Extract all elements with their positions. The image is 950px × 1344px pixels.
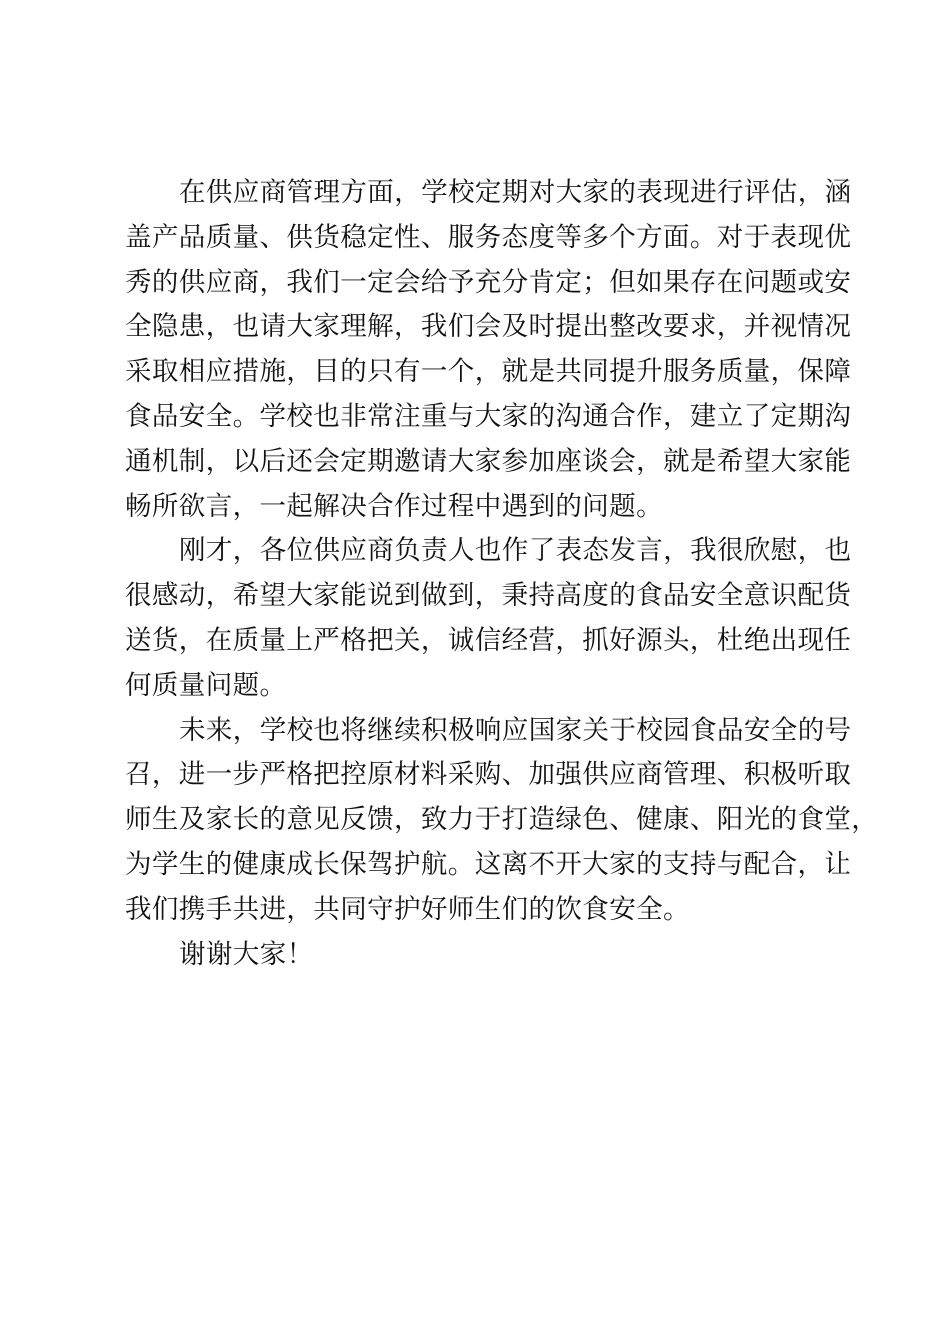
text-line: 何质量问题。	[125, 669, 287, 701]
speech-text-body	[125, 171, 879, 977]
text-line: 送货，在质量上严格把关，诚信经营，抓好源头，杜绝出现任	[125, 624, 852, 656]
text-line: 为学生的健康成长保驾护航。这离不开大家的支持与配合，让	[125, 848, 852, 880]
paragraph-closing-thanks	[125, 933, 835, 978]
text-line: 食品安全。学校也非常注重与大家的沟通合作，建立了定期沟	[125, 400, 852, 432]
text-line: 秀的供应商，我们一定会给予充分肯定；但如果存在问题或安	[125, 266, 852, 298]
text-line: 刚才，各位供应商负责人也作了表态发言，我很欣慰，也	[179, 535, 852, 567]
text-line: 我们携手共进，共同守护好师生们的饮食安全。	[125, 893, 690, 925]
text-line: 采取相应措施，目的只有一个，就是共同提升服务质量，保障	[125, 356, 852, 388]
text-line: 全隐患，也请大家理解，我们会及时提出整改要求，并视情况	[125, 311, 852, 343]
text-line: 未来，学校也将继续积极响应国家关于校园食品安全的号	[179, 714, 852, 746]
paragraph-supplier-management	[125, 171, 852, 529]
text-line: 盖产品质量、供货稳定性、服务态度等多个方面。对于表现优	[125, 221, 852, 253]
text-line: 畅所欲言，一起解决合作过程中遇到的问题。	[125, 490, 663, 522]
text-line: 师生及家长的意见反馈，致力于打造绿色、健康、阳光的食堂，	[125, 804, 879, 836]
text-line: 在供应商管理方面，学校定期对大家的表现进行评估，涵	[179, 177, 852, 208]
paragraph-future-plans	[125, 709, 879, 933]
text-line: 谢谢大家！	[179, 938, 314, 970]
text-line: 通机制，以后还会定期邀请大家参加座谈会，就是希望大家能	[125, 445, 852, 477]
text-line: 召，进一步严格把控原材料采购、加强供应商管理、积极听取	[125, 759, 852, 791]
text-line: 很感动，希望大家能说到做到，秉持高度的食品安全意识配货	[125, 580, 852, 612]
paragraph-supplier-statements	[125, 529, 852, 708]
